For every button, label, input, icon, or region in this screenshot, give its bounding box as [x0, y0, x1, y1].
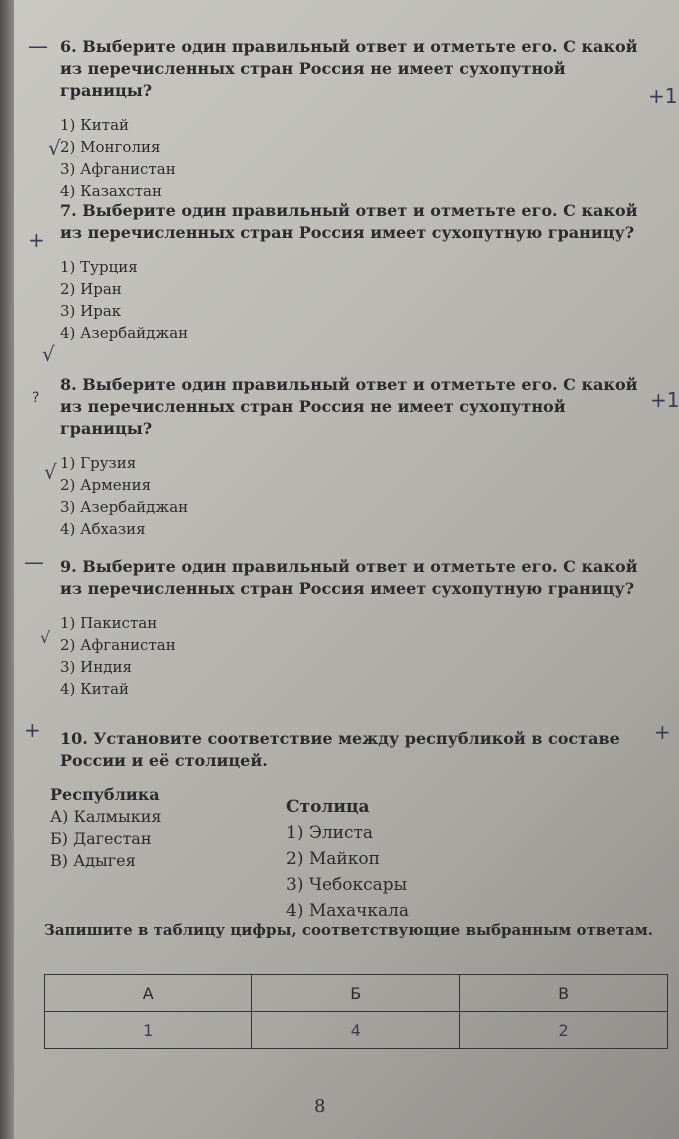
answer-header-b: Б: [252, 975, 460, 1012]
capital-item: 4) Махачкала: [286, 901, 410, 921]
table-instruction: Запишите в таблицу цифры, соответствующие выбранным ответам.: [44, 921, 654, 939]
republic-column: [50, 784, 161, 872]
republic-item: Б) Дагестан: [50, 829, 152, 848]
q6-check-mark: √: [48, 136, 61, 160]
republic-item: В) Адыгея: [50, 851, 136, 870]
q10-score-mark: +: [654, 720, 671, 744]
q6-option-2[interactable]: 2) Монголия: [60, 138, 161, 156]
answer-header-a: А: [45, 975, 252, 1012]
republic-header: Республика: [50, 785, 160, 804]
q9-left-mark: —: [24, 550, 44, 574]
question-9: [60, 556, 660, 700]
q7-option-1[interactable]: 1) Турция: [60, 258, 138, 276]
q7-left-mark: +: [28, 228, 45, 252]
capital-item: 1) Элиста: [286, 823, 374, 843]
q8-option-4[interactable]: 4) Абхазия: [60, 520, 146, 538]
question-7: [60, 200, 660, 344]
q8-check-mark: √: [44, 460, 57, 484]
republic-item: А) Калмыкия: [50, 807, 162, 826]
q9-option-1[interactable]: 1) Пакистан: [60, 614, 158, 632]
worksheet-page: [14, 0, 679, 1139]
q7-option-3[interactable]: 3) Ирак: [60, 302, 122, 320]
q8-option-1[interactable]: 1) Грузия: [60, 454, 137, 472]
q10-left-mark: +: [24, 718, 41, 742]
q9-option-3[interactable]: 3) Индия: [60, 658, 132, 676]
capital-column: [286, 794, 409, 924]
q7-check-mark: √: [42, 342, 55, 366]
q8-option-3[interactable]: 3) Азербайджан: [60, 498, 189, 516]
capital-item: 3) Чебоксары: [286, 875, 408, 895]
capital-item: 2) Майкоп: [286, 849, 380, 869]
answer-cell-a[interactable]: 1: [45, 1012, 252, 1049]
question-6: [60, 36, 660, 202]
q7-option-2[interactable]: 2) Иран: [60, 280, 122, 298]
question-10-text: 10. Установите соответствие между республикой в составе России и её столицей.: [60, 729, 620, 770]
question-10: [60, 728, 660, 772]
question-7-text: 7. Выберите один правильный ответ и отметьте его. С какой из перечисленных стран Россия имеет сухопутную границу?: [60, 201, 638, 242]
q8-score-mark: +1: [650, 388, 679, 412]
question-8: [60, 374, 660, 540]
question-9-text: 9. Выберите один правильный ответ и отметьте его. С какой из перечисленных стран Россия имеет сухопутную границу?: [60, 557, 638, 598]
q8-left-mark: ?: [32, 390, 40, 406]
q6-option-3[interactable]: 3) Афганистан: [60, 160, 176, 178]
book-spine: [0, 0, 14, 1139]
q9-option-2[interactable]: 2) Афганистан: [60, 636, 176, 654]
q6-score-mark: +1: [648, 84, 678, 108]
answer-table: [44, 974, 668, 1049]
q8-option-2[interactable]: 2) Армения: [60, 476, 152, 494]
answer-table-value-row: [45, 1012, 668, 1049]
answer-header-v: В: [460, 975, 668, 1012]
question-8-text: 8. Выберите один правильный ответ и отметьте его. С какой из перечисленных стран Россия не имеет сухопутной границы?: [60, 375, 638, 438]
answer-cell-b[interactable]: 4: [252, 1012, 460, 1049]
answer-table-header-row: [45, 975, 668, 1012]
question-6-text: 6. Выберите один правильный ответ и отметьте его. С какой из перечисленных стран Россия не имеет сухопутной границы?: [60, 37, 638, 100]
q6-option-4[interactable]: 4) Казахстан: [60, 182, 162, 200]
q6-option-1[interactable]: 1) Китай: [60, 116, 130, 134]
q9-option-4[interactable]: 4) Китай: [60, 680, 130, 698]
q6-left-mark: —: [28, 34, 48, 58]
answer-cell-v[interactable]: 2: [460, 1012, 668, 1049]
q9-check-mark: √: [40, 628, 51, 647]
page-number: 8: [314, 1096, 326, 1117]
q7-option-4[interactable]: 4) Азербайджан: [60, 324, 189, 342]
capital-header: Столица: [286, 797, 370, 817]
